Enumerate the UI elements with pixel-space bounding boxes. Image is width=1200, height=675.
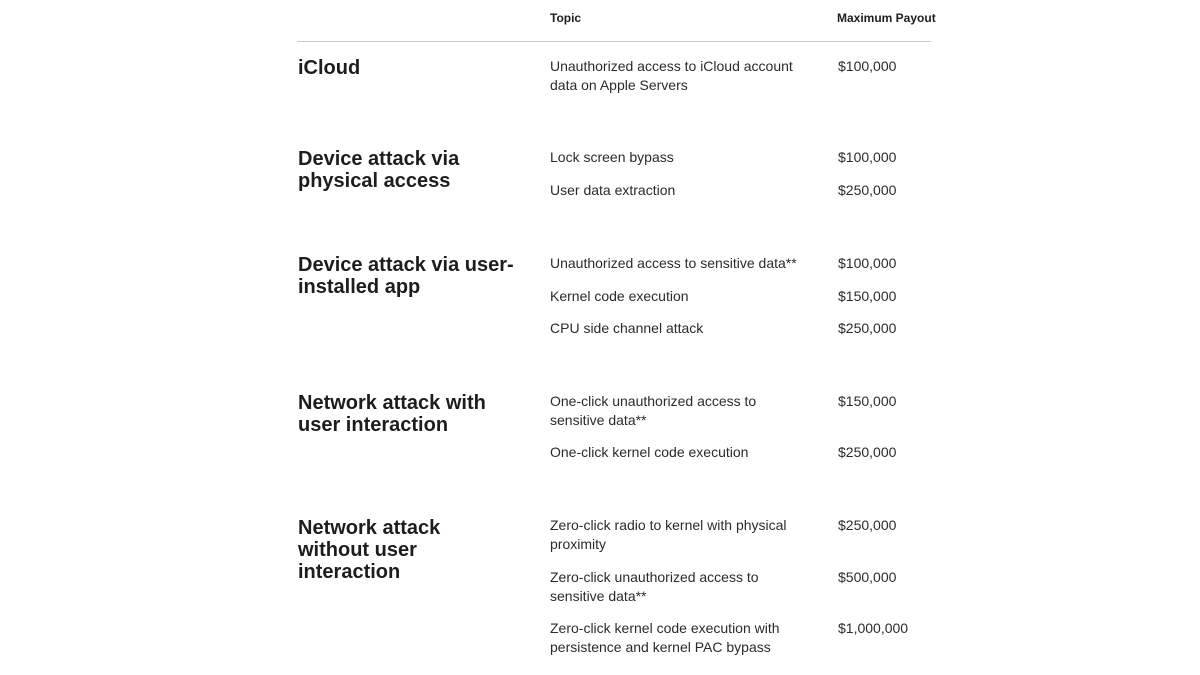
table-row-topic: Zero-click kernel code execution with persistence and kernel PAC bypass <box>550 620 780 655</box>
table-row-topic: Lock screen bypass <box>550 149 674 165</box>
header-divider <box>297 41 931 42</box>
column-header-topic: Topic <box>550 11 582 25</box>
table-row-payout: $500,000 <box>838 569 897 585</box>
category-network-without-interaction: Network attack without user interaction <box>298 517 441 583</box>
table-row-topic: Zero-click unauthorized access to sensitive data** <box>550 569 759 604</box>
table-row-payout: $250,000 <box>838 182 897 198</box>
table-row-payout: $250,000 <box>838 444 897 460</box>
table-row-payout: $150,000 <box>838 393 897 409</box>
category-physical-access: Device attack via physical access <box>298 148 460 192</box>
table-row-topic: Unauthorized access to iCloud account data on Apple Servers <box>550 58 793 93</box>
table-row-payout: $100,000 <box>838 149 897 165</box>
category-icloud: iCloud <box>298 57 361 79</box>
table-row-topic: User data extraction <box>550 182 676 198</box>
table-row-payout: $250,000 <box>838 517 897 533</box>
table-row-payout: $150,000 <box>838 288 897 304</box>
table-row-payout: $100,000 <box>838 58 897 74</box>
table-row-payout: $100,000 <box>838 255 897 271</box>
table-row-topic: Kernel code execution <box>550 288 689 304</box>
category-network-with-interaction: Network attack with user interaction <box>298 392 486 436</box>
table-row-topic: One-click kernel code execution <box>550 444 749 460</box>
table-row-payout: $250,000 <box>838 320 897 336</box>
table-row-topic: CPU side channel attack <box>550 320 704 336</box>
column-header-payout: Maximum Payout <box>837 11 936 25</box>
table-row-topic: Zero-click radio to kernel with physical proximity <box>550 517 787 552</box>
category-user-installed-app: Device attack via user-installed app <box>298 254 514 298</box>
table-row-topic: Unauthorized access to sensitive data** <box>550 255 797 271</box>
table-row-payout: $1,000,000 <box>838 620 909 636</box>
table-row-topic: One-click unauthorized access to sensitive data** <box>550 393 757 428</box>
